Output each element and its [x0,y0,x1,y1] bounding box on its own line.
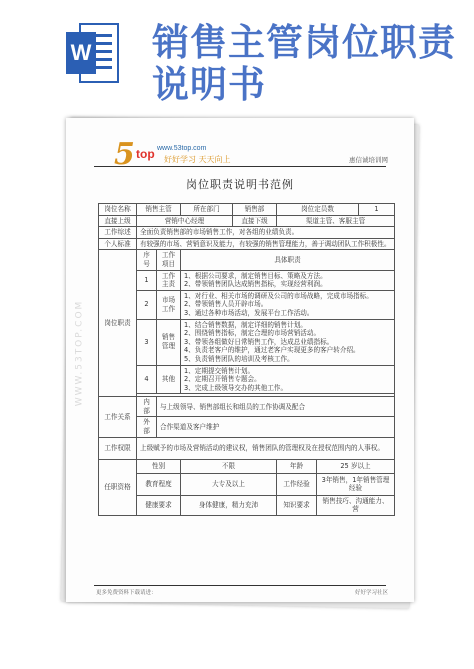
watermark: WWW.53TOP.COM [74,299,85,407]
table-row: 外部 合作渠道及客户维护 [99,417,395,437]
table-row: 教育程度 大专及以上 工作经验 3年销售，1年销售管理经验 [99,473,395,495]
table-row: 3 销售管理 1、结合销售数据，制定详细的销售计划。 2、围绕销售指标，制定合理的市场营销活动。 3、带领各组做好日常销售工作，达成总业绩指标。 4、负责老客户的维护，通过老客户实现更多的客户转介绍。 5、负责销售团队的培训及考核工作。 [99,319,395,365]
document-page [66,118,414,602]
table-row: 2 市场工作 1、对行业、相关市场的调研及公司的市场战略，完成市场指标。 2、带领销售人员开辟市场。 3、通过各种市场活动，发展平台工作活动。 [99,290,395,319]
word-document-icon [66,20,120,86]
page-header [0,0,474,118]
page-title: 销售主管岗位职责说明书 [152,21,456,106]
document-preview [66,118,414,604]
table-row: 岗位职责 序号 工作项目 具体职责 [99,250,395,270]
table-row: 健康要求 身体健康，精力充沛 知识要求 销售技巧、沟通能力、营 [99,495,395,515]
table-row: 工作综述 全面负责销售部的市场销售工作，对各组的业绩负责。 [99,227,395,239]
table-row: 个人标准 有较强的市场、营销意识及能力，有较强的销售管理能力，善于调动团队工作积极性。 [99,238,395,250]
corp-name: 惠信诚培训网 [349,156,388,164]
footer-rule [94,585,386,586]
job-description-table [98,203,395,516]
table-row: 4 其他 1、定期提交销售计划。 2、定期召开销售专题会。 3、完成上级领导交办的其他工作。 [99,365,395,394]
table-row: 工作关系 内部 与上级领导、销售部组长和组员的工作协调及配合 [99,397,395,417]
site-logo: 5 top www.53top.com 好好学习 天天向上 [114,137,231,172]
document-title: 岗位职责说明书范例 [186,178,294,191]
table-row: 任职资格 性别 不限 年龄 25 岁以上 [99,459,395,473]
footer-right: 好好学习社区 [354,590,388,596]
table-row: 工作权限 上级赋予的市场及营销活动的建议权，销售团队的管理权及在授权范围内的人事权。 [99,437,395,459]
header-rule [94,166,386,167]
table-row: 直接上级 营销中心经理 直接下级 渠道主管、客服主管 [99,215,395,227]
footer-left: 更多免费资料下载请进： [96,590,157,596]
svg-text:W: W [70,40,92,65]
table-row: 岗位名称 销售主管 所在部门 销售部 岗位定员数 1 [99,204,395,216]
table-row: 1 工作主责 1、根据公司要求，制定销售目标、策略及方法。 2、带领销售团队达成销售指标，实现经营利润。 [99,270,395,290]
